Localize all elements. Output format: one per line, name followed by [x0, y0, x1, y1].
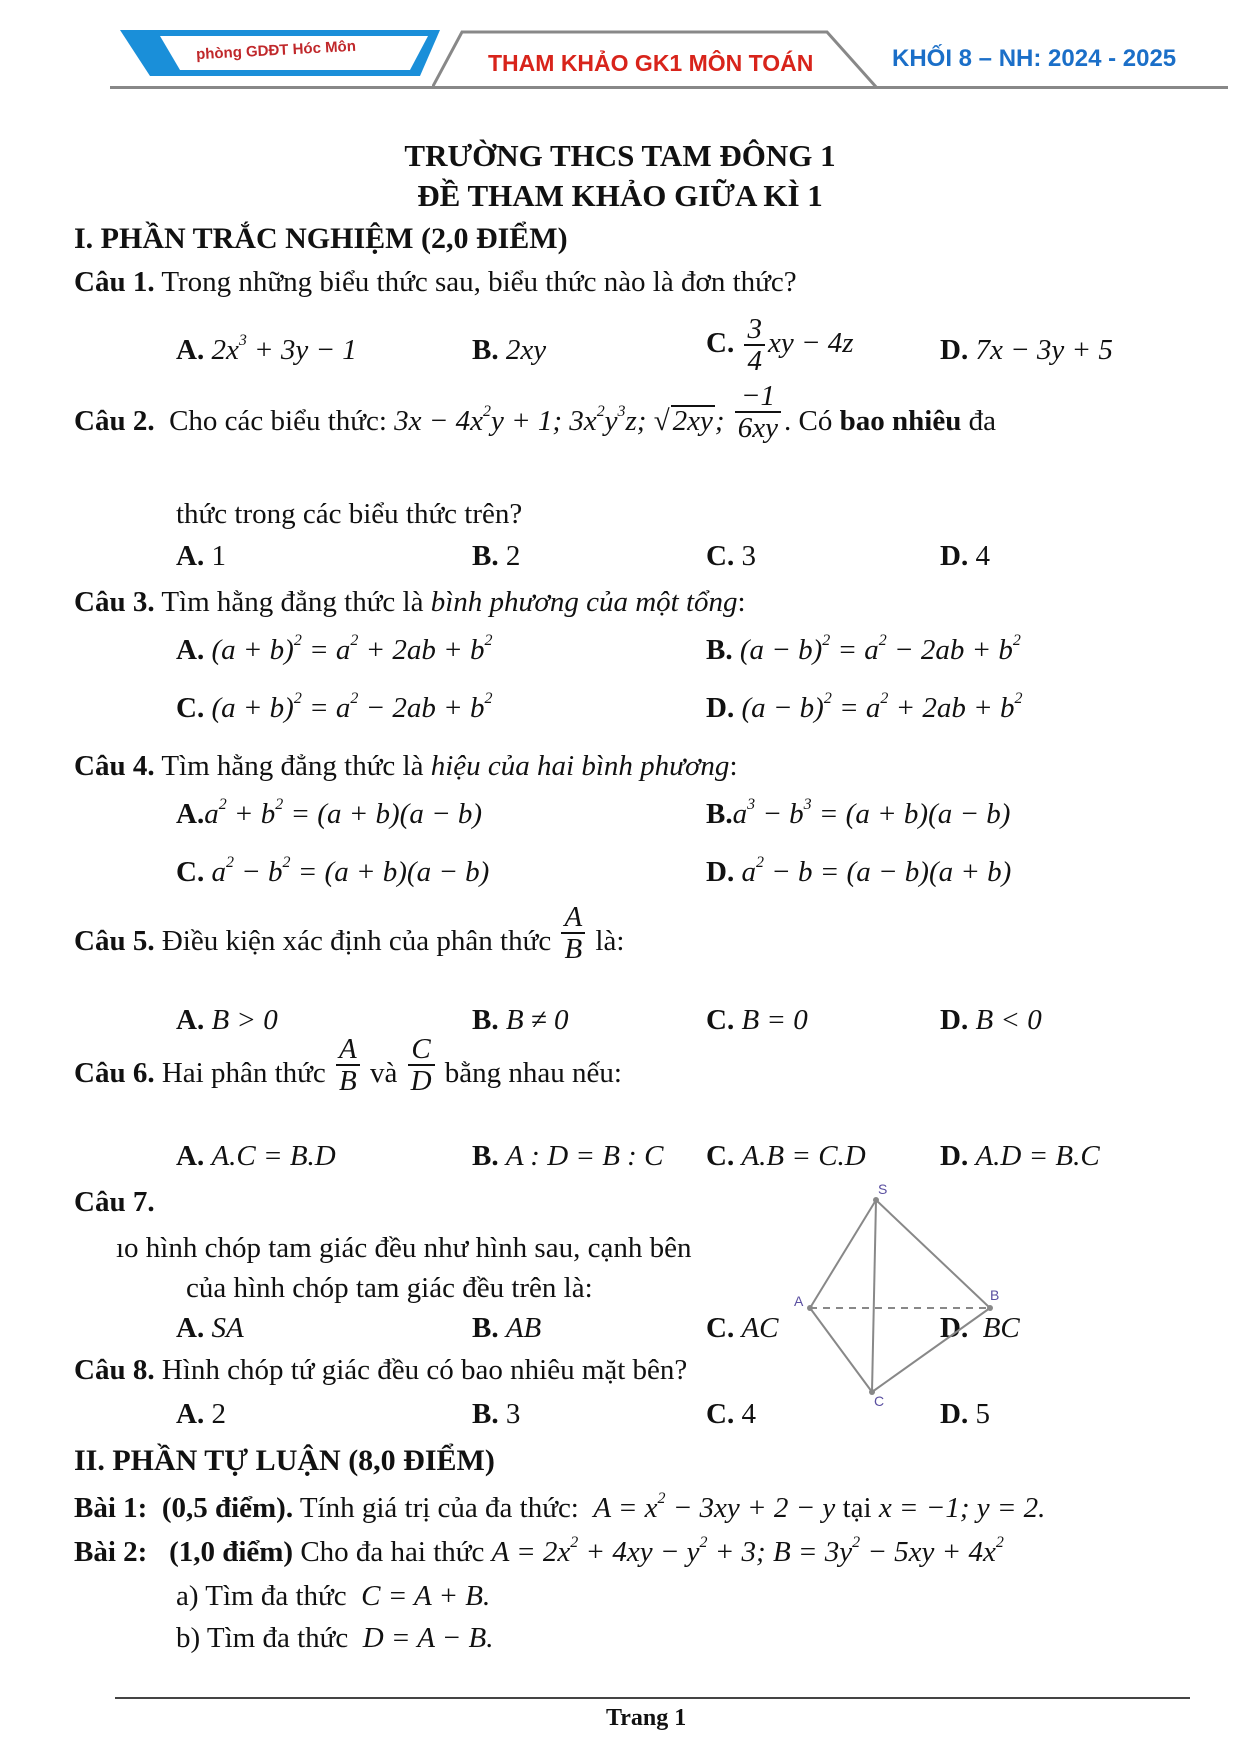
- q4-option-c: C. $a^2 - b^2 = (a + b)(a - b)$: [176, 854, 490, 888]
- question-1: Câu 1. Trong những biểu thức sau, biểu thức nào là đơn thức?: [74, 266, 797, 298]
- q4-option-b: $B.a^3 - b^3 = (a + b)(a - b)$: [706, 796, 1011, 830]
- q7-option-c: C. AC: [706, 1312, 779, 1344]
- vertex-label-s: S: [878, 1181, 888, 1197]
- q3-option-c: C. $(a + b)^2 = a^2 - 2ab + b^2$: [176, 690, 493, 724]
- header-subject: THAM KHẢO GK1 MÔN TOÁN: [488, 50, 814, 76]
- q7-option-a: A. SA: [176, 1312, 244, 1344]
- question-4: Câu 4. Tìm hằng đẳng thức là hiệu của hai bình phương:: [74, 750, 738, 782]
- q7-line2: của hình chóp tam giác đều trên là:: [186, 1272, 593, 1304]
- q5-option-b: B. B ≠ 0: [472, 1004, 569, 1036]
- exercise-2b: b) Tìm đa thức D = A − B.: [176, 1622, 494, 1654]
- dept-name: phòng GDĐT Hóc Môn: [195, 37, 357, 64]
- q1-option-b: B. 2xy: [472, 334, 547, 366]
- q6-option-d: D. A.D = B.C: [940, 1140, 1100, 1172]
- footer-divider: [115, 1697, 1190, 1699]
- q5-option-d: D. B < 0: [940, 1004, 1042, 1036]
- q6-option-a: A. A.C = B.D: [176, 1140, 336, 1172]
- question-6: Câu 6. Hai phân thức $\frac{A}{B}$ và $\frac{C}{D}$ bằng nhau nếu:: [74, 1033, 622, 1098]
- vertex-label-b: B: [990, 1287, 1000, 1303]
- page-number: Trang 1: [606, 1705, 687, 1731]
- q6-option-b: B. A : D = B : C: [472, 1140, 664, 1172]
- q1-option-c: C. $\frac{3}{4}$ xy − 4z: [706, 313, 854, 378]
- q5-option-c: C. B = 0: [706, 1004, 808, 1036]
- q3-option-d: D. $(a - b)^2 = a^2 + 2ab + b^2$: [706, 690, 1023, 724]
- exam-title: ĐỀ THAM KHẢO GIỮA KÌ 1: [417, 178, 823, 213]
- q3-option-b: B. $(a - b)^2 = a^2 - 2ab + b^2$: [706, 632, 1021, 666]
- school-name: TRƯỜNG THCS TAM ĐÔNG 1: [404, 138, 836, 173]
- exercise-2a: a) Tìm đa thức C = A + B.: [176, 1580, 491, 1612]
- q7-option-d: D. BC: [940, 1312, 1020, 1344]
- q8-option-a: A. 2: [176, 1398, 226, 1430]
- exercise-2: Bài 2: (1,0 điểm) Cho đa hai thức $A = 2x^2 + 4xy - y^2 + 3$; $B = 3y^2 - 5xy + 4x^2$: [74, 1534, 1004, 1568]
- vertex-label-c: C: [874, 1393, 885, 1409]
- q7-line1: ıo hình chóp tam giác đều như hình sau, cạnh bên: [116, 1232, 692, 1264]
- q8-option-d: D. 5: [940, 1398, 990, 1430]
- q4-option-d: D. $a^2 - b = (a - b)(a + b)$: [706, 854, 1012, 888]
- q3-option-a: A. $(a + b)^2 = a^2 + 2ab + b^2$: [176, 632, 493, 666]
- question-5: Câu 5. Điều kiện xác định của phân thức $\frac{A}{B}$ là:: [74, 901, 625, 966]
- header-divider: [110, 86, 1228, 89]
- q2-line2: thức trong các biểu thức trên?: [176, 498, 523, 530]
- q1-option-a: A. $2x^3 + 3y - 1$: [176, 332, 357, 366]
- pyramid-figure: [780, 1180, 1020, 1420]
- exercise-1: Bài 1: (0,5 điểm). Tính giá trị của đa thức: $A = x^2 - 3xy + 2 - y$ tại x = −1; y = 2.: [74, 1490, 1046, 1524]
- q8-option-c: C. 4: [706, 1398, 756, 1430]
- q2-option-d: D. 4: [940, 540, 990, 572]
- part2-heading: II. PHẦN TỰ LUẬN (8,0 ĐIỂM): [74, 1444, 495, 1477]
- q5-option-a: A. B > 0: [176, 1004, 278, 1036]
- q8-option-b: B. 3: [472, 1398, 521, 1430]
- q1-option-d: D. 7x − 3y + 5: [940, 334, 1113, 366]
- q2-option-b: B. 2: [472, 540, 521, 572]
- part1-heading: I. PHẦN TRẮC NGHIỆM (2,0 ĐIỂM): [74, 222, 568, 255]
- question-2: Câu 2. Cho các biểu thức: $3x - 4x^2y + 1$; $3x^2y^3z$; √ 2xy; $\frac{-1}{6xy}$ . Có bao nhiêu đa: [74, 380, 996, 445]
- q2-option-a: A. 1: [176, 540, 226, 572]
- question-3: Câu 3. Tìm hằng đẳng thức là bình phương của một tổng:: [74, 586, 746, 618]
- q4-option-a: $A.a^2 + b^2 = (a + b)(a - b)$: [176, 796, 483, 830]
- q2-option-c: C. 3: [706, 540, 756, 572]
- header-grade-year: KHỐI 8 – NH: 2024 - 2025: [892, 45, 1177, 72]
- question-8: Câu 8. Hình chóp tứ giác đều có bao nhiêu mặt bên?: [74, 1354, 688, 1386]
- question-7-label: Câu 7.: [74, 1186, 155, 1218]
- vertex-label-a: A: [794, 1293, 804, 1309]
- q7-option-b: B. AB: [472, 1312, 542, 1344]
- q6-option-c: C. A.B = C.D: [706, 1140, 866, 1172]
